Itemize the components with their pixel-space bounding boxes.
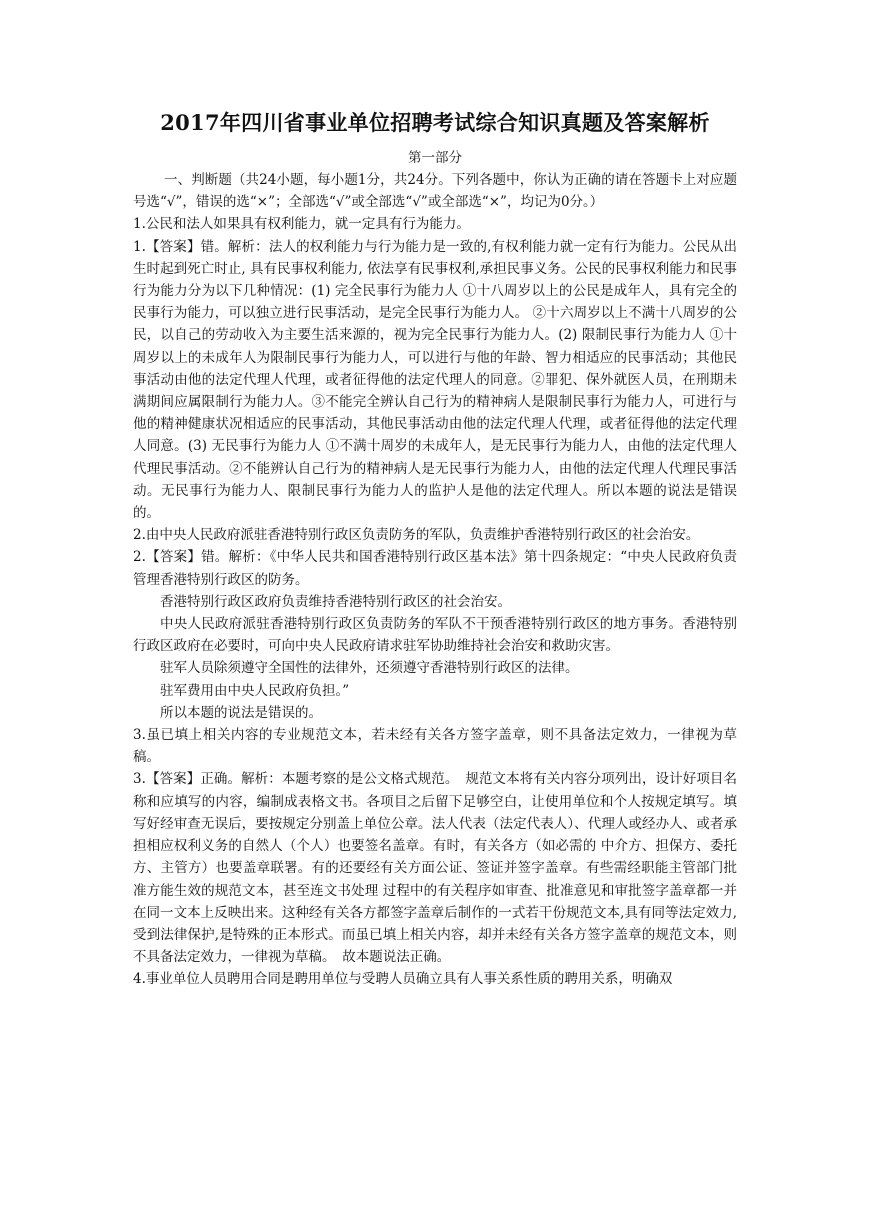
answer-1: 1.【答案】错。解析：法人的权利能力与行为能力是一致的,有权利能力就一定有行为能力。公民从出生时起到死亡时止, 具有民事权利能力, 依法享有民事权利,承担民事义务。公民的民事权利能力和民事行为能力分为以下几种情况：(1) 完全民事行为能力人 ①十八周岁以上的公民是成年人，具有完全的民事行为能力，可以独立进行民事活动，是完全民事行为能力人。 ②十六周岁以上不满十八周岁的公民，以自己的劳动收入为主要生活来源的，视为完全民事行为能力人。(2) 限制民事行为能力人 ①十周岁以上的未成年人为限制民事行为能力人，可以进行与他的年龄、智力相适应的民事活动；其他民事活动由他的法定代理人代理，或者征得他的法定代理人的同意。②罪犯、保外就医人员，在刑期未满期间应属限制行为能力人。③不能完全辨认自己行为的精神病人是限制民事行为能力人，可进行与他的精神健康状况相适应的民事活动，其他民事活动由他的法定代理人代理，或者征得他的法定代理人同意。(3) 无民事行为能力人 ①不满十周岁的未成年人，是无民事行为能力人，由他的法定代理人代理民事活动。②不能辨认自己行为的精神病人是无民事行为能力人，由他的法定代理人代理民事活动。无民事行为能力人、限制民事行为能力人的监护人是他的法定代理人。所以本题的说法是错误的。 [133,238,737,522]
document-page [133,108,737,991]
section-heading: 第一部分 [408,150,462,166]
answer-2-conclusion: 所以本题的说法是错误的。 [160,704,322,721]
question-2: 2.由中央人民政府派驻香港特别行政区负责防务的军队，负责维护香港特别行政区的社会治安。 [133,527,700,544]
question-3: 3.虽已填上相关内容的专业规范文本，若未经有关各方签字盖章，则不具备法定效力，一律视为草稿。 [133,727,737,766]
answer-2-paragraph: 驻军人员除须遵守全国性的法律外，还须遵守香港特别行政区的法律。 [160,660,579,677]
answer-3: 3.【答案】正确。解析：本题考察的是公文格式规范。 规范文本将有关内容分项列出，设计好项目名称和应填写的内容，编制成表格文书。各项目之后留下足够空白，让使用单位和个人按规定填写。填写好经审查无误后，要按规定分别盖上单位公章。法人代表（法定代表人）、代理人或经办人、或者承担相应权利义务的自然人（个人）也要签名盖章。有时，有关各方（如必需的 中介方、担保方、委托方、主管方）也要盖章联署。有的还要经有关方面公证、签证并签字盖章。有些需经职能主管部门批准方能生效的规范文本，甚至连文书处理 过程中的有关程序如审查、批准意见和审批签字盖章都一并在同一文本上反映出来。这种经有关各方都签字盖章后制作的一式若干份规范文本,具有同等法定效力,受到法律保护,是特殊的正本形式。而虽已填上相关内容，却并未经有关各方签字盖章的规范文本，则不具备法定效力，一律视为草稿。 故本题说法正确。 [133,771,737,966]
question-1: 1.公民和法人如果具有权利能力，就一定具有行为能力。 [133,216,470,233]
instructions-paragraph: 一、判断题（共24小题，每小题1分，共24分。下列各题中，你认为正确的请在答题卡上对应题号选“√”，错误的选“×”；全部选“√”或全部选“√”或全部选“×”，均记为0分。） [133,172,737,211]
question-4: 4.事业单位人员聘用合同是聘用单位与受聘人员确立具有人事关系性质的聘用关系，明确双 [133,971,673,988]
answer-2-paragraph: 驻军费用由中央人民政府负担。” [160,682,350,699]
answer-2-paragraph: 香港特别行政区政府负责维持香港特别行政区的社会治安。 [160,593,511,610]
answer-2: 2.【答案】错。解析：《中华人民共和国香港特别行政区基本法》第十四条规定：“中央人民政府负责管理香港特别行政区的防务。 [133,549,737,588]
answer-2-paragraph: 中央人民政府派驻香港特别行政区负责防务的军队不干预香港特别行政区的地方事务。香港特别行政区政府在必要时，可向中央人民政府请求驻军协助维持社会治安和救助灾害。 [133,616,737,655]
document-title: 2017年四川省事业单位招聘考试综合知识真题及答案解析 [160,110,710,135]
